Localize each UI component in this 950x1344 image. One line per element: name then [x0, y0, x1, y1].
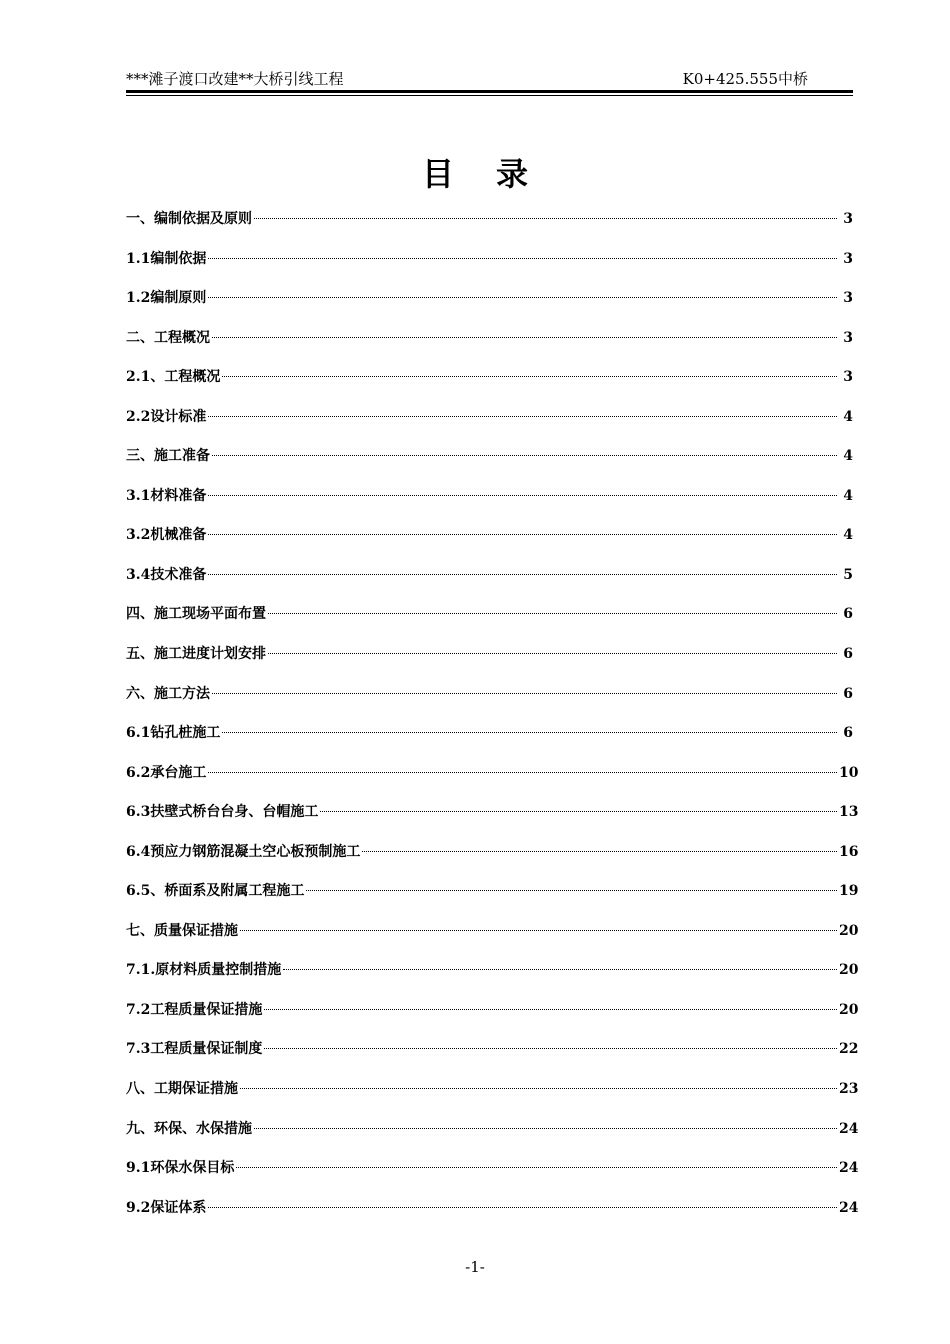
toc-entry-page: 6	[843, 646, 853, 663]
toc-entry-title: 7.1.原材料质量控制措施	[126, 962, 282, 979]
toc-entry-page: 3	[843, 211, 853, 227]
toc-entry[interactable]	[126, 603, 853, 643]
toc-entry[interactable]	[126, 406, 853, 446]
toc-dot-leader	[212, 337, 837, 338]
toc-entry-title: 2.2设计标准	[126, 408, 207, 425]
toc-dot-leader	[254, 1128, 837, 1129]
header-project-name: ***滩子渡口改建**大桥引线工程	[126, 70, 344, 88]
toc-dot-leader	[268, 653, 837, 654]
toc-entry-page: 6	[843, 725, 853, 742]
page-number: -1-	[465, 1258, 485, 1276]
toc-entry[interactable]	[126, 366, 853, 406]
toc-entry-title: 1.1编制依据	[126, 250, 207, 267]
toc-dot-leader	[212, 693, 837, 694]
toc-entry-page: 23	[839, 1081, 859, 1098]
toc-entry[interactable]	[126, 524, 853, 564]
toc-entry-title: 五、施工进度计划安排	[126, 646, 266, 663]
toc-entry[interactable]	[126, 248, 853, 288]
toc-entry[interactable]	[126, 208, 853, 248]
toc-entry-page: 20	[839, 962, 859, 979]
toc-dot-leader	[254, 218, 837, 219]
toc-entry-page: 3	[843, 290, 853, 307]
toc-entry-title: 6.2承台施工	[126, 764, 207, 781]
toc-dot-leader	[268, 613, 837, 614]
toc-entry-page: 5	[843, 566, 853, 583]
toc-entry-title: 3.1材料准备	[126, 487, 207, 504]
toc-entry-title: 九、环保、水保措施	[126, 1120, 252, 1137]
toc-entry-page: 4	[843, 487, 853, 504]
page-title: 目录	[421, 155, 570, 193]
toc-entry[interactable]	[126, 683, 853, 723]
toc-dot-leader	[362, 851, 837, 852]
toc-entry-title: 6.5、桥面系及附属工程施工	[126, 883, 305, 900]
toc-dot-leader	[306, 890, 837, 891]
toc-entry[interactable]	[126, 920, 859, 960]
toc-dot-leader	[208, 574, 837, 575]
toc-dot-leader	[208, 1207, 837, 1208]
toc-entry-title: 3.2机械准备	[126, 527, 207, 544]
toc-entry-page: 24	[839, 1160, 859, 1177]
toc-entry[interactable]	[126, 801, 859, 841]
header-rule-thick	[126, 90, 853, 93]
toc-entry-title: 6.3扶壁式桥台台身、台帽施工	[126, 804, 319, 821]
toc-entry-title: 四、施工现场平面布置	[126, 606, 266, 623]
toc-entry-page: 6	[843, 606, 853, 623]
toc-entry-page: 22	[839, 1041, 859, 1058]
toc-entry-page: 3	[843, 369, 853, 386]
toc-dot-leader	[208, 297, 837, 298]
header-section-name: K0+425.555中桥	[682, 70, 808, 88]
toc-entry-title: 6.1钻孔桩施工	[126, 725, 221, 742]
toc-entry-page: 4	[843, 408, 853, 425]
toc-dot-leader	[264, 1048, 837, 1049]
toc-entry-title: 七、质量保证措施	[126, 922, 238, 939]
toc-entry-title: 1.2编制原则	[126, 290, 207, 307]
toc-entry-title: 一、编制依据及原则	[126, 211, 252, 227]
toc-dot-leader	[208, 416, 837, 417]
toc-entry[interactable]	[126, 959, 859, 999]
toc-entry[interactable]	[126, 1157, 859, 1197]
toc-entry[interactable]	[126, 564, 853, 604]
toc-entry[interactable]	[126, 643, 853, 683]
toc-entry-title: 7.2工程质量保证措施	[126, 1001, 263, 1018]
toc-dot-leader	[208, 534, 837, 535]
toc-entry-page: 13	[839, 804, 859, 821]
toc-entry[interactable]	[126, 999, 859, 1039]
toc-entry-page: 20	[839, 922, 859, 939]
toc-dot-leader	[208, 258, 837, 259]
header-rule-thin	[126, 95, 853, 96]
toc-dot-leader	[208, 772, 837, 773]
toc-dot-leader	[320, 811, 837, 812]
toc-dot-leader	[240, 1088, 837, 1089]
toc-entry[interactable]	[126, 327, 853, 367]
toc-dot-leader	[222, 732, 837, 733]
toc-entry-page: 20	[839, 1001, 859, 1018]
toc-entry[interactable]	[126, 1038, 859, 1078]
toc-entry[interactable]	[126, 1197, 859, 1237]
toc-entry-page: 19	[839, 883, 859, 900]
toc-entry-page: 3	[843, 329, 853, 346]
toc-entry-title: 9.1环保水保目标	[126, 1160, 235, 1177]
toc-entry[interactable]	[126, 722, 853, 762]
toc-dot-leader	[264, 1009, 837, 1010]
toc-entry-page: 4	[843, 527, 853, 544]
toc-entry-title: 9.2保证体系	[126, 1199, 207, 1216]
toc-entry[interactable]	[126, 1078, 859, 1118]
toc-entry-title: 6.4预应力钢筋混凝土空心板预制施工	[126, 843, 361, 860]
toc-dot-leader	[222, 376, 837, 377]
toc-entry[interactable]	[126, 445, 853, 485]
toc-entry-title: 二、工程概况	[126, 329, 210, 346]
toc-dot-leader	[236, 1167, 837, 1168]
toc-entry-page: 6	[843, 685, 853, 702]
toc-entry-page: 10	[839, 764, 859, 781]
table-of-contents	[126, 208, 859, 1236]
toc-entry-page: 16	[839, 843, 859, 860]
toc-entry-page: 24	[839, 1199, 859, 1216]
toc-dot-leader	[283, 969, 837, 970]
toc-entry[interactable]	[126, 880, 859, 920]
toc-entry-title: 八、工期保证措施	[126, 1081, 238, 1098]
page-header	[126, 68, 853, 90]
toc-entry-page: 4	[843, 448, 853, 465]
toc-entry[interactable]	[126, 1118, 859, 1158]
toc-entry-page: 3	[843, 250, 853, 267]
toc-entry-title: 2.1、工程概况	[126, 369, 221, 386]
toc-entry-title: 三、施工准备	[126, 448, 210, 465]
toc-dot-leader	[240, 930, 837, 931]
toc-entry[interactable]	[126, 841, 859, 881]
toc-dot-leader	[212, 455, 837, 456]
toc-entry[interactable]	[126, 287, 853, 327]
toc-entry-title: 7.3工程质量保证制度	[126, 1041, 263, 1058]
toc-entry-title: 3.4技术准备	[126, 566, 207, 583]
toc-entry-page: 24	[839, 1120, 859, 1137]
toc-entry-title: 六、施工方法	[126, 685, 210, 702]
toc-entry[interactable]	[126, 762, 859, 802]
toc-dot-leader	[208, 495, 837, 496]
toc-entry[interactable]	[126, 485, 853, 525]
